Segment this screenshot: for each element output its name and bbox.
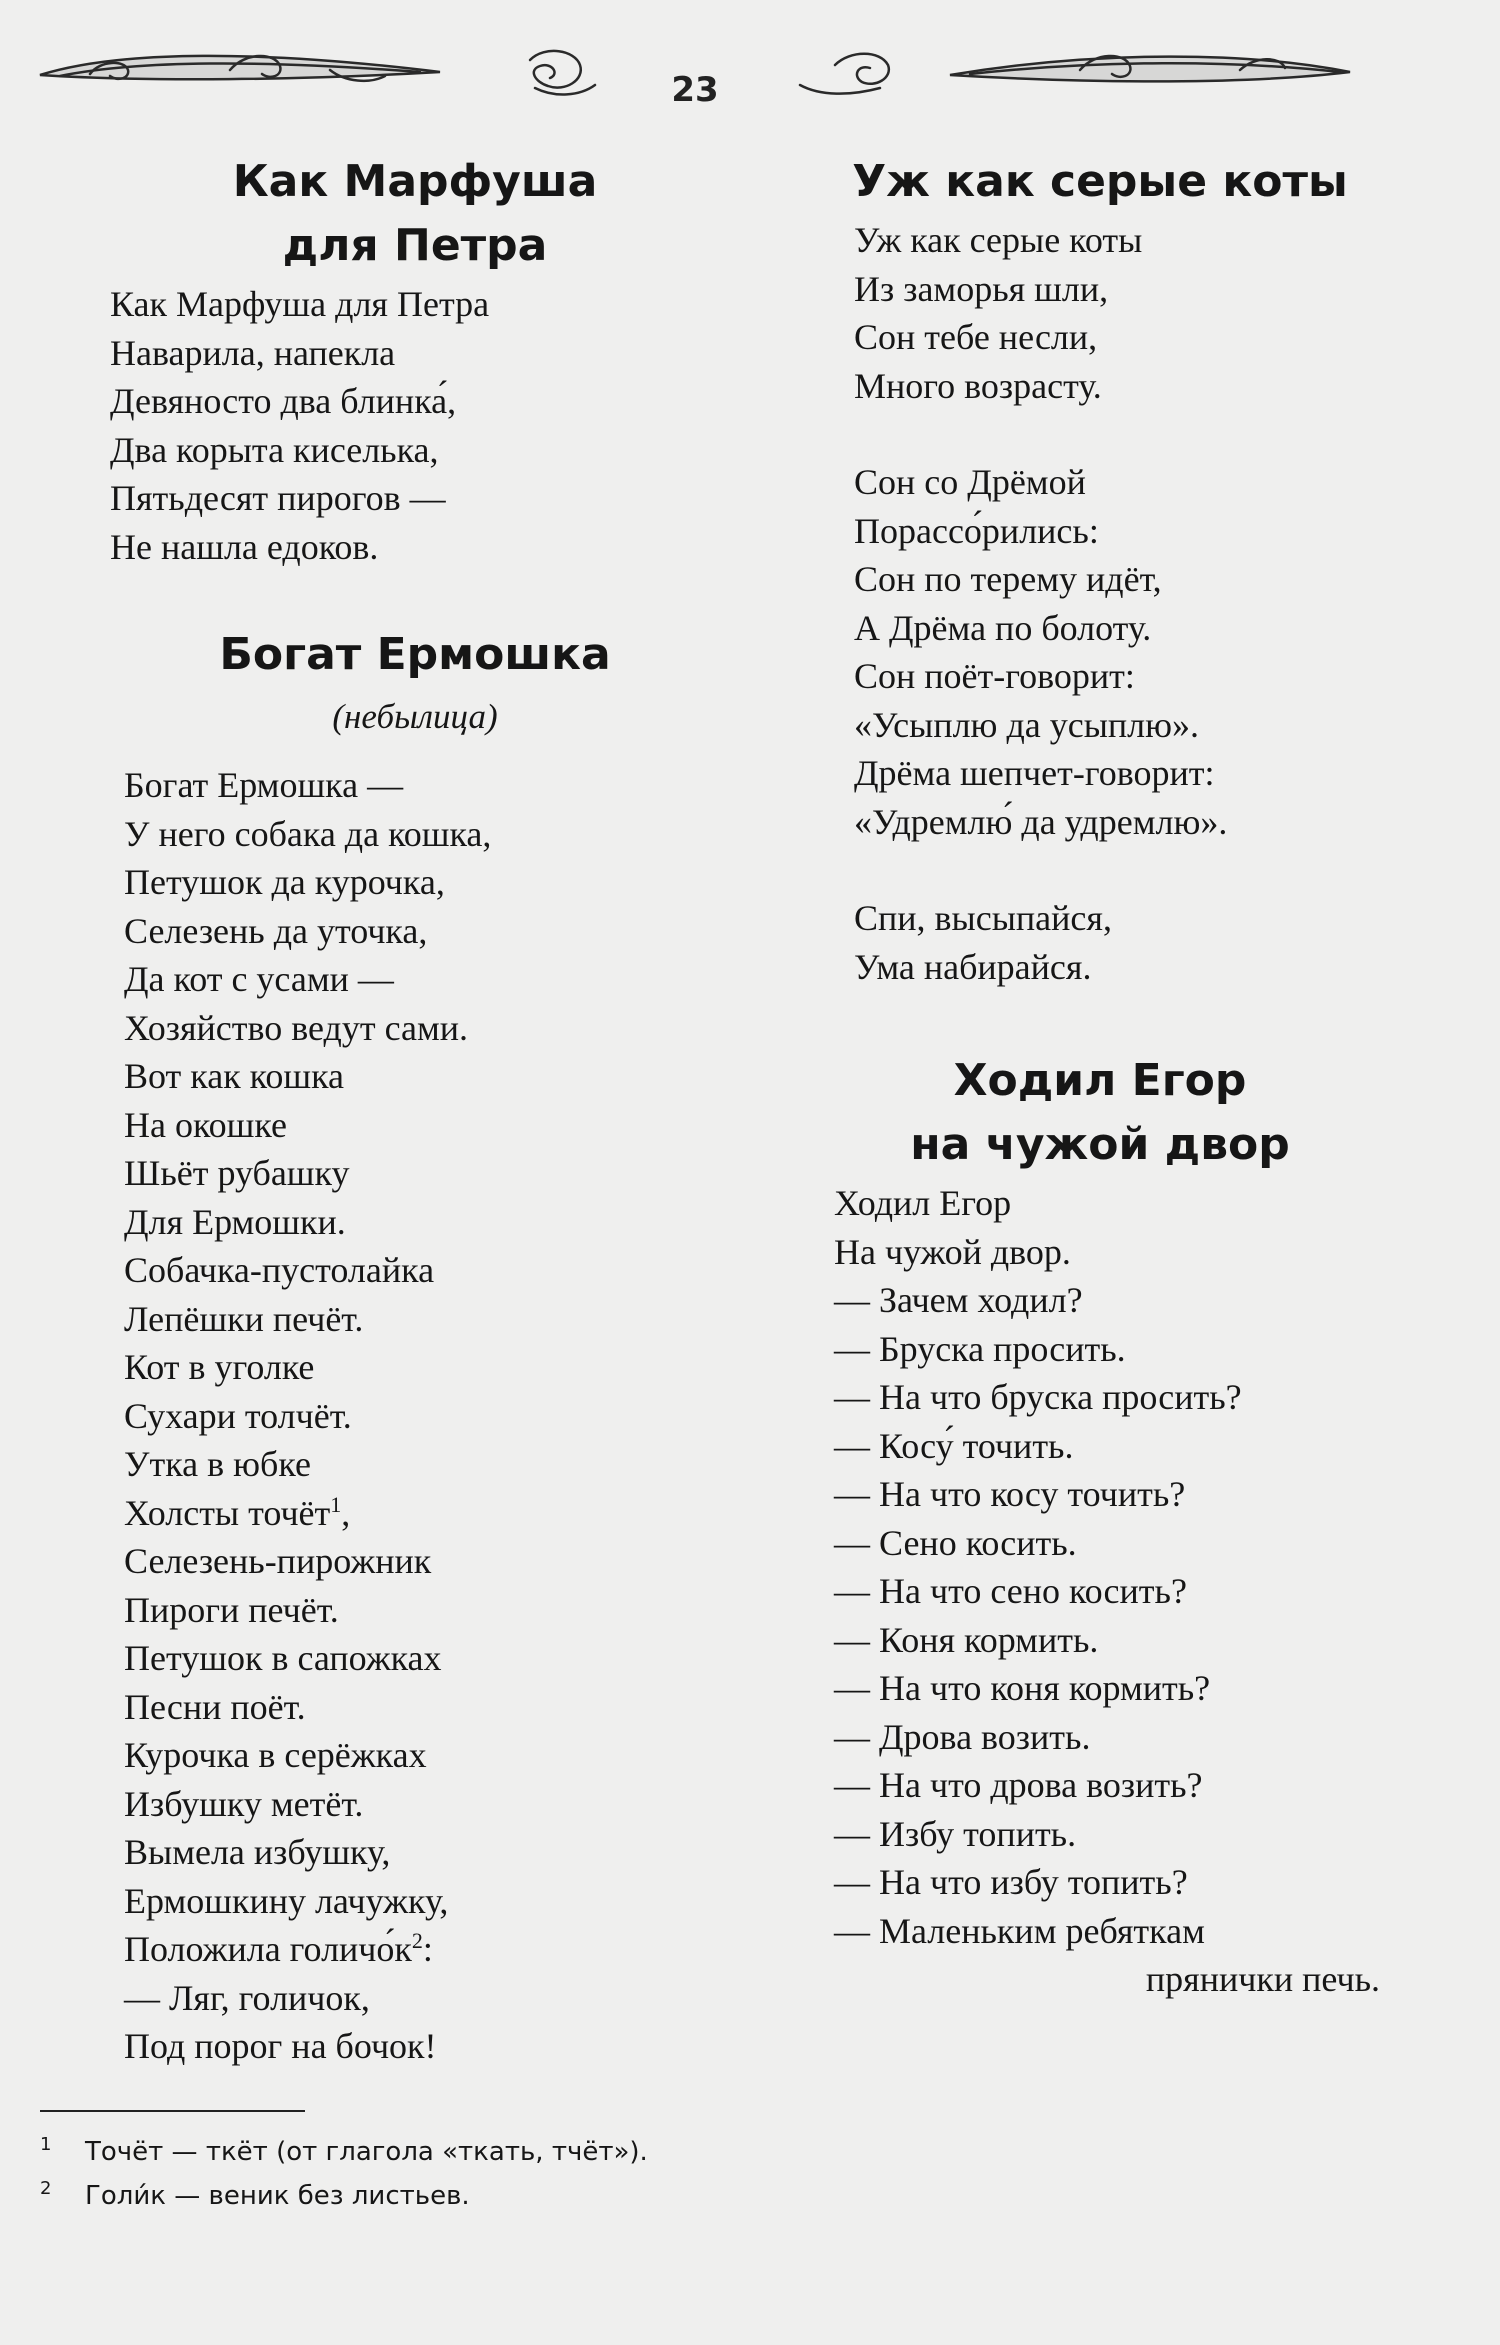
footnote-divider	[40, 2110, 305, 2112]
poem-text	[834, 1179, 1380, 2004]
verse-line: Пятьдесят пирогов —	[110, 478, 446, 518]
verse-line: — Зачем ходил?	[834, 1280, 1083, 1320]
verse-line: Как Марфуша для Петра	[110, 284, 490, 324]
verse-line: Уж как серые коты	[854, 220, 1143, 260]
stanza-break	[854, 410, 1380, 458]
verse-line: Селезень да уточка,	[124, 910, 428, 951]
footnote	[40, 2174, 720, 2218]
verse-line: Спи, высыпайся,	[854, 898, 1112, 938]
footnote-mark: 2	[411, 1928, 423, 1953]
verse-line: Сон по терему идёт,	[854, 559, 1162, 599]
verse-line: Не нашла едоков.	[110, 526, 379, 567]
verse-line: Дрёма шепчет-говорит:	[854, 753, 1215, 793]
verse-line: Лепёшки печёт.	[124, 1298, 364, 1339]
verse-line: — Коня кормить.	[834, 1619, 1099, 1660]
verse-line: На окошке	[124, 1104, 287, 1145]
verse-line: Два корыта киселька,	[110, 429, 439, 470]
poem-title-line: Ходил Егор	[953, 1055, 1247, 1106]
verse-line: Много возрасту.	[854, 365, 1102, 406]
verse-line: — На что коня кормить?	[834, 1668, 1211, 1708]
verse-line: — На что сено косить?	[834, 1571, 1187, 1611]
verse-line: — Ляг, голичок,	[124, 1977, 370, 2018]
verse-line: Девяносто два блинка́,	[110, 381, 457, 421]
verse-line: Из заморья шли,	[854, 268, 1109, 309]
verse-line: Курочка в серёжках	[124, 1735, 427, 1775]
footnote-text: Точёт — ткёт (от глагола «ткать, тчёт»).	[85, 2137, 648, 2167]
verse-line	[124, 1925, 720, 1974]
verse-line-punct: :	[422, 1929, 433, 1969]
left-column	[110, 150, 720, 2071]
verse-line: Кот в уголке	[124, 1347, 315, 1387]
verse-line: Песни поёт.	[124, 1686, 306, 1727]
verse-line-text: Холсты точёт	[124, 1492, 331, 1533]
footnote-mark: 1	[330, 1491, 342, 1517]
poem-text	[110, 280, 720, 571]
verse-line: — На что дрова возить?	[834, 1765, 1203, 1805]
poem-subtitle: (небылица)	[332, 697, 498, 736]
verse-line: Ума набирайся.	[854, 946, 1092, 987]
verse-line: Петушок да курочка,	[124, 862, 445, 902]
poem-title: Уж как серые коты	[852, 156, 1348, 207]
verse-line: — На что косу точить?	[834, 1474, 1186, 1514]
verse-line: Утка в юбке	[124, 1444, 311, 1484]
poem-title-line: Как Марфуша	[232, 156, 598, 207]
page-header	[0, 30, 1500, 110]
verse-line: Порассо́рились:	[854, 510, 1099, 551]
footnote-number: 1	[40, 2134, 52, 2155]
header-ornament-icon	[0, 30, 1500, 110]
verse-line: Вымела избушку,	[124, 1832, 391, 1872]
verse-line: — Маленьким ребяткам	[834, 1910, 1205, 1951]
verse-line: — Сено косить.	[834, 1522, 1077, 1563]
verse-line: На чужой двор.	[834, 1231, 1071, 1272]
verse-line: Петушок в сапожках	[124, 1638, 442, 1678]
verse-line: прянички печь.	[1145, 1959, 1380, 1999]
verse-line: Избушку метёт.	[124, 1783, 364, 1824]
footnote-text: Голи́к — веник без листьев.	[85, 2181, 470, 2211]
verse-line-text: Положила голичо́к	[124, 1929, 412, 1969]
verse-line: Селезень-пирожник	[124, 1541, 432, 1581]
verse-line: Пироги печёт.	[124, 1589, 339, 1630]
verse-line-punct: ,	[341, 1492, 351, 1533]
verse-line: Хозяйство ведут сами.	[124, 1007, 469, 1048]
verse-line: «Удремлю́ да удремлю».	[854, 801, 1228, 842]
verse-line: Шьёт рубашку	[124, 1153, 350, 1193]
verse-line: — Косу́ точить.	[834, 1425, 1074, 1466]
verse-line: Сон со Дрёмой	[854, 462, 1086, 502]
poem-title: Богат Ермошка	[219, 629, 611, 680]
verse-line: Сон тебе несли,	[854, 317, 1098, 357]
poem-title-line: для Петра	[282, 220, 548, 271]
stanza-break	[854, 846, 1380, 894]
verse-line: Сон поёт-говорит:	[854, 656, 1135, 696]
verse-line: Да кот с усами —	[124, 959, 394, 999]
poem-title	[110, 150, 720, 278]
verse-line: — Избу топить.	[834, 1813, 1077, 1854]
verse-line: Ходил Егор	[834, 1183, 1012, 1223]
verse-line: — Бруска просить.	[834, 1328, 1126, 1369]
verse-line: Сухари толчёт.	[124, 1395, 352, 1436]
verse-line: Вот как кошка	[124, 1056, 344, 1096]
verse-line: «Усыплю да усыплю».	[854, 704, 1200, 745]
right-column	[820, 150, 1380, 2004]
verse-line: Богат Ермошка —	[124, 765, 404, 805]
footnote-number: 2	[40, 2178, 52, 2199]
footnote	[40, 2130, 720, 2174]
poem-text	[124, 761, 720, 2071]
footnotes	[40, 2110, 720, 2218]
poem-text	[854, 216, 1380, 991]
verse-line: Собачка-пустолайка	[124, 1250, 435, 1290]
poem-title-line: на чужой двор	[910, 1119, 1290, 1170]
poem-title	[820, 1049, 1380, 1177]
verse-line: — Дрова возить.	[834, 1716, 1091, 1757]
verse-line: А Дрёма по болоту.	[854, 607, 1152, 648]
verse-line: Для Ермошки.	[124, 1201, 346, 1242]
verse-line: — На что избу топить?	[834, 1862, 1188, 1902]
page-number: 23	[671, 70, 719, 110]
verse-line: — На что бруска просить?	[834, 1377, 1242, 1417]
verse-line	[124, 1489, 720, 1538]
verse-line: Под порог на бочок!	[124, 2026, 437, 2066]
verse-line: У него собака да кошка,	[124, 813, 492, 854]
verse-line: Наварила, напекла	[110, 332, 396, 373]
verse-line: Ермошкину лачужку,	[124, 1880, 449, 1921]
